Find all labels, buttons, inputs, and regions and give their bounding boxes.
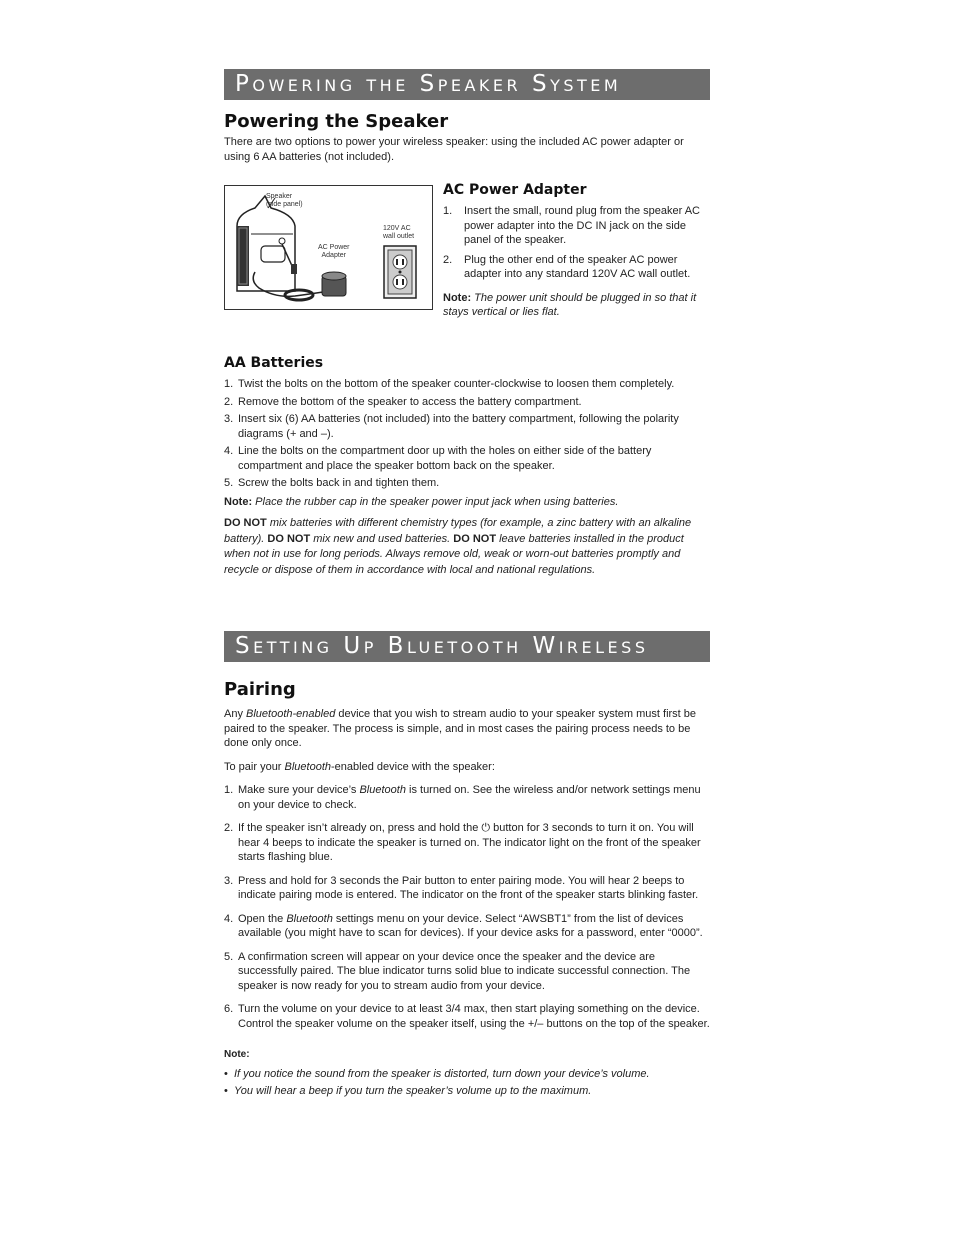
list-item: 2. Plug the other end of the speaker AC power adapter into any standard 120V AC wall outlet.	[443, 253, 691, 280]
figure-label-adapter: AC Power Adapter	[318, 244, 350, 259]
ac-steps	[443, 204, 711, 282]
heading-ac-adapter: AC Power Adapter	[443, 182, 587, 198]
powering-intro: There are two options to power your wireless speaker: using the included AC power adapter or using 6 AA batteries (not included).	[224, 136, 684, 163]
list-item: 2. Remove the bottom of the speaker to access the battery compartment.	[224, 395, 582, 408]
list-item: 2. If the speaker isn’t already on, press and hold the ⏻ button for 3 seconds to turn it on. You will hear 4 beeps to indicate the speaker is turned on. The indicator light on the front of the speaker starts flashing blue.	[224, 822, 701, 863]
list-item: 1. Make sure your device’s Bluetooth is turned on. See the wireless and/or network settings menu on your device to check.	[224, 784, 701, 811]
aa-steps	[224, 377, 711, 491]
section-banner-powering: Powering the Speaker System	[224, 69, 710, 100]
aa-note: Note: Place the rubber cap in the speaker power input jack when using batteries.	[224, 495, 619, 508]
pairing-lead: To pair your Bluetooth-enabled device with the speaker:	[224, 760, 495, 773]
power-diagram	[224, 185, 433, 310]
ac-adapter-section	[443, 182, 711, 320]
heading-aa-batteries: AA Batteries	[224, 355, 324, 371]
list-item: 3. Insert six (6) AA batteries (not included) into the battery compartment, following the polarity diagrams (+ and –).	[224, 413, 679, 440]
list-item: 1. Twist the bolts on the bottom of the speaker counter-clockwise to loosen them completely.	[224, 378, 675, 390]
list-item: 4. Open the Bluetooth settings menu on your device. Select “AWSBT1” from the list of devices available (you might have to scan for devices). If your device asks for a password, enter “0000”.	[224, 912, 703, 939]
list-item: 6. Turn the volume on your device to at least 3/4 max, then start playing something on the device. Control the speaker volume on the speaker itself, using the +/– buttons on the top of the speaker.	[224, 1003, 710, 1030]
list-item: 4. Line the bolts on the compartment door up with the holes on either side of the battery compartment and place the speaker bottom back on the speaker.	[224, 445, 652, 472]
list-item: • If you notice the sound from the speaker is distorted, turn down your device’s volume.	[224, 1067, 650, 1080]
aa-batteries-section	[224, 355, 711, 578]
figure-label-speaker: Speaker (side panel)	[266, 193, 303, 208]
heading-pairing: Pairing	[224, 679, 296, 700]
heading-powering-speaker: Powering the Speaker	[224, 111, 449, 132]
pairing-intro: Any Bluetooth-enabled device that you wish to stream audio to your speaker system must first be paired to the speaker. The process is simple, and in most cases the pairing process needs to be done only once.	[224, 708, 697, 749]
list-item: 5. Screw the bolts back in and tighten them.	[224, 477, 440, 489]
figure-label-outlet: 120V AC wall outlet	[383, 225, 415, 240]
pairing-body	[224, 707, 711, 1099]
list-item: • You will hear a beep if you turn the speaker’s volume up to the maximum.	[224, 1085, 592, 1097]
power-icon: ⏻	[481, 822, 491, 834]
pairing-notes	[224, 1067, 711, 1099]
section-banner-bluetooth: Setting Up Bluetooth Wireless	[224, 631, 710, 662]
list-item: 5. A confirmation screen will appear on your device once the speaker and the device are successfully paired. The blue indicator turns solid blue to indicate successful connection. The speaker is now ready for you to stream audio from your device.	[224, 950, 691, 992]
list-item: 3. Press and hold for 3 seconds the Pair button to enter pairing mode. You will hear 2 beeps to indicate pairing mode is entered. The indicator on the front of the speaker starts blinking faster.	[224, 874, 699, 901]
pairing-note-label: Note:	[224, 1049, 250, 1060]
pairing-steps	[224, 783, 711, 1031]
list-item: 1. Insert the small, round plug from the speaker AC power adapter into the DC IN jack on the side panel of the speaker.	[443, 205, 701, 246]
ac-note: Note: The power unit should be plugged in so that it stays vertical or lies flat.	[443, 291, 697, 318]
battery-warning: DO NOT mix batteries with different chemistry types (for example, a zinc battery with an alkaline battery). DO NOT mix new and used batteries. DO NOT leave batteries installed in the product when not in use for long periods. Always remove old, weak or worn-out batteries promptly and recycle or dispose of them in accordance with local and national regulations.	[224, 517, 692, 576]
